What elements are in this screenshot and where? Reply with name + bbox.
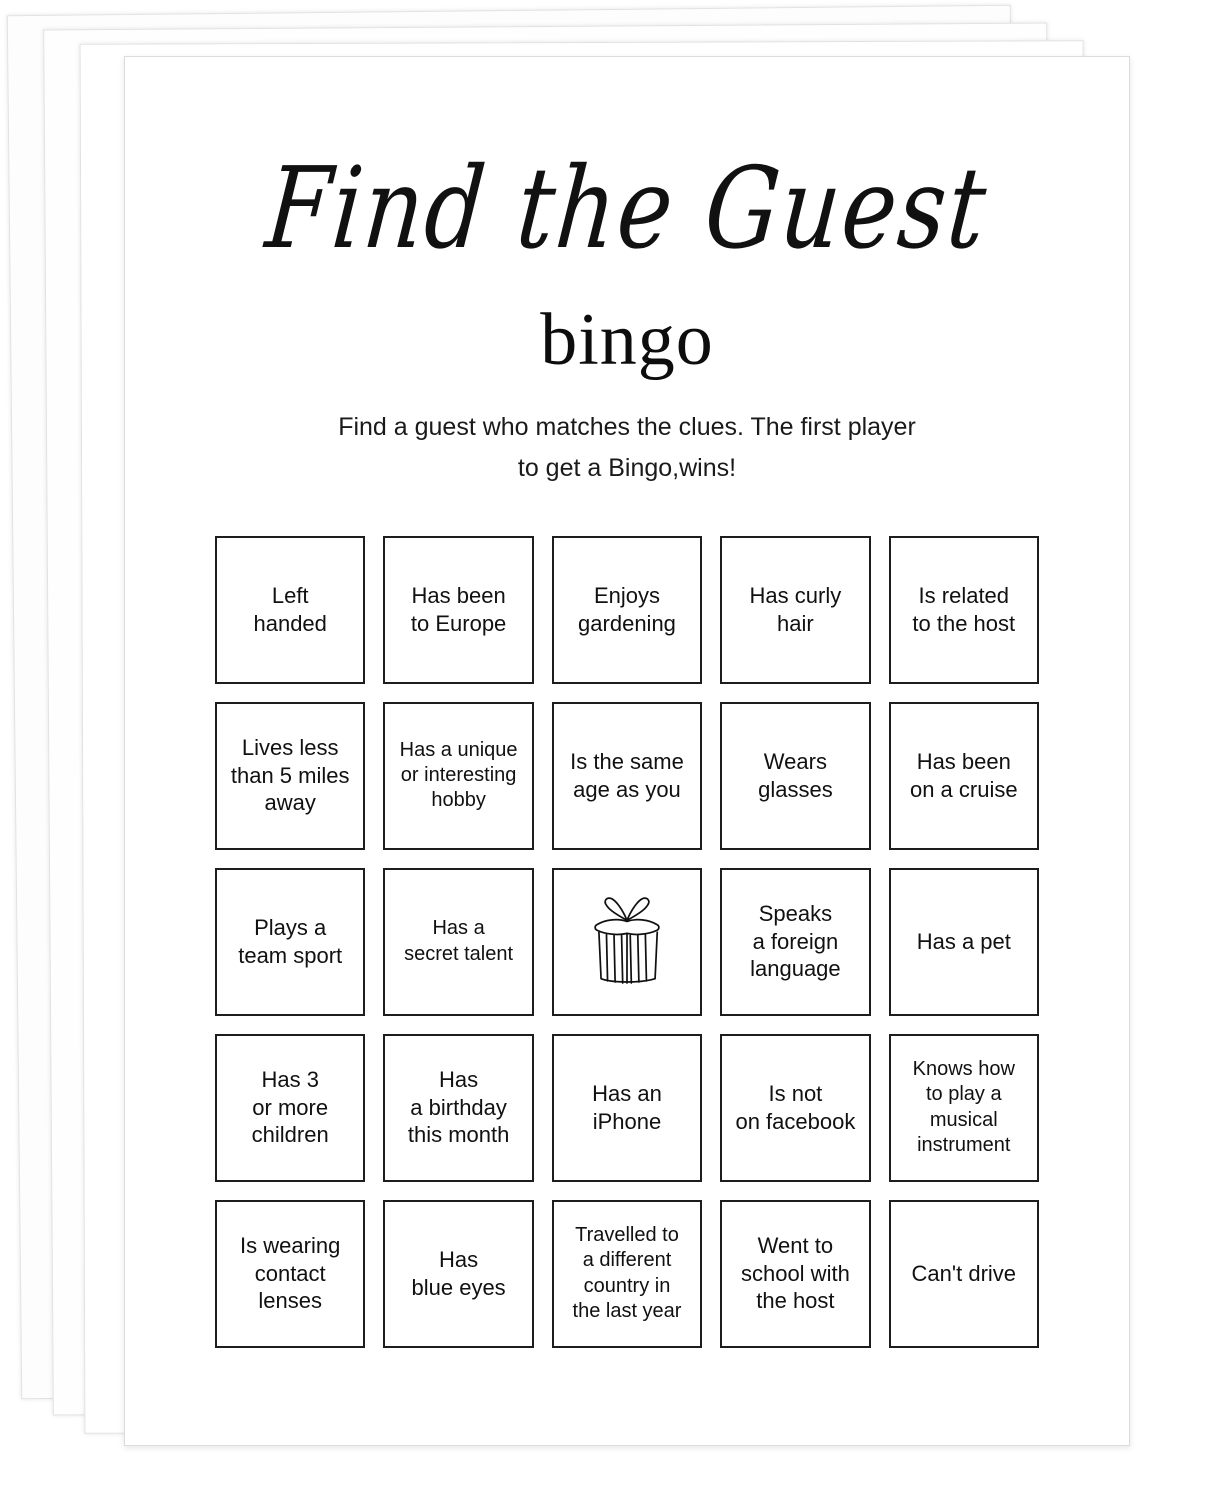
bingo-cell[interactable] xyxy=(552,1034,702,1182)
bingo-cell-label: Wears glasses xyxy=(758,748,833,802)
bingo-cell[interactable] xyxy=(383,868,533,1016)
page-title-bingo: bingo xyxy=(540,299,714,381)
bingo-cell[interactable] xyxy=(215,868,365,1016)
bingo-cell-label: Travelled to a different country in the last year xyxy=(572,1224,682,1322)
bingo-cell[interactable] xyxy=(383,1200,533,1348)
bingo-cell[interactable] xyxy=(889,1200,1039,1348)
bingo-cell[interactable] xyxy=(215,1034,365,1182)
bingo-cell-free-space[interactable] xyxy=(552,868,702,1016)
bingo-cell-label: Has been on a cruise xyxy=(909,748,1018,802)
bingo-cell-label: Has a secret talent xyxy=(404,917,514,965)
bingo-cell[interactable] xyxy=(552,1200,702,1348)
bingo-cell-label: Has 3 or more children xyxy=(251,1066,329,1148)
bingo-cell[interactable] xyxy=(383,536,533,684)
bingo-cell-label: Is related to the host xyxy=(912,582,1016,636)
bingo-cell[interactable] xyxy=(720,868,870,1016)
bingo-cell-label: Has blue eyes xyxy=(411,1246,506,1300)
bingo-cell[interactable] xyxy=(552,536,702,684)
bingo-cell[interactable] xyxy=(720,536,870,684)
bingo-cell-label: Has a pet xyxy=(916,928,1011,954)
bingo-cell[interactable] xyxy=(720,702,870,850)
instructions-line-1: Find a guest who matches the clues. The first player xyxy=(338,413,916,441)
bingo-cell[interactable] xyxy=(383,702,533,850)
gift-icon xyxy=(573,888,681,996)
bingo-cell-label: Speaks a foreign language xyxy=(750,900,841,982)
instructions-line-2: to get a Bingo,wins! xyxy=(517,454,737,483)
bingo-cell-label: Can't drive xyxy=(911,1260,1017,1286)
bingo-cell[interactable] xyxy=(215,702,365,850)
bingo-cell-label: Is wearing contact lenses xyxy=(240,1232,341,1314)
bingo-cell-label: Enjoys gardening xyxy=(578,582,676,636)
bingo-cell[interactable] xyxy=(552,702,702,850)
bingo-cell-label: Knows how to play a musical instrument xyxy=(912,1058,1015,1156)
bingo-cell[interactable] xyxy=(889,536,1039,684)
bingo-cell[interactable] xyxy=(383,1034,533,1182)
bingo-cell-label: Plays a team sport xyxy=(238,914,343,968)
bingo-cell-label: Lives less than 5 miles away xyxy=(230,734,350,816)
instructions xyxy=(277,407,977,490)
page-title-script: Find the Guest xyxy=(261,143,993,274)
bingo-cell-label: Has an iPhone xyxy=(592,1080,662,1134)
bingo-cell-label: Has been to Europe xyxy=(410,582,507,636)
bingo-grid xyxy=(215,536,1039,1348)
bingo-card xyxy=(124,56,1130,1446)
bingo-cell[interactable] xyxy=(889,868,1039,1016)
bingo-cell-label: Is the same age as you xyxy=(570,748,684,802)
bingo-cell-label: Has a birthday this month xyxy=(407,1066,510,1148)
bingo-cell-label: Went to school with the host xyxy=(740,1232,850,1314)
bingo-cell[interactable] xyxy=(889,1034,1039,1182)
bingo-cell[interactable] xyxy=(215,1200,365,1348)
bingo-cell-label: Is not on facebook xyxy=(735,1080,856,1134)
bingo-cell[interactable] xyxy=(720,1200,870,1348)
bingo-cell-label: Has curly hair xyxy=(749,582,842,636)
bingo-cell-label: Has a unique or interesting hobby xyxy=(399,738,518,812)
bingo-cell[interactable] xyxy=(889,702,1039,850)
bingo-cell-label: Left handed xyxy=(253,582,327,636)
bingo-cell[interactable] xyxy=(720,1034,870,1182)
bingo-cell[interactable] xyxy=(215,536,365,684)
